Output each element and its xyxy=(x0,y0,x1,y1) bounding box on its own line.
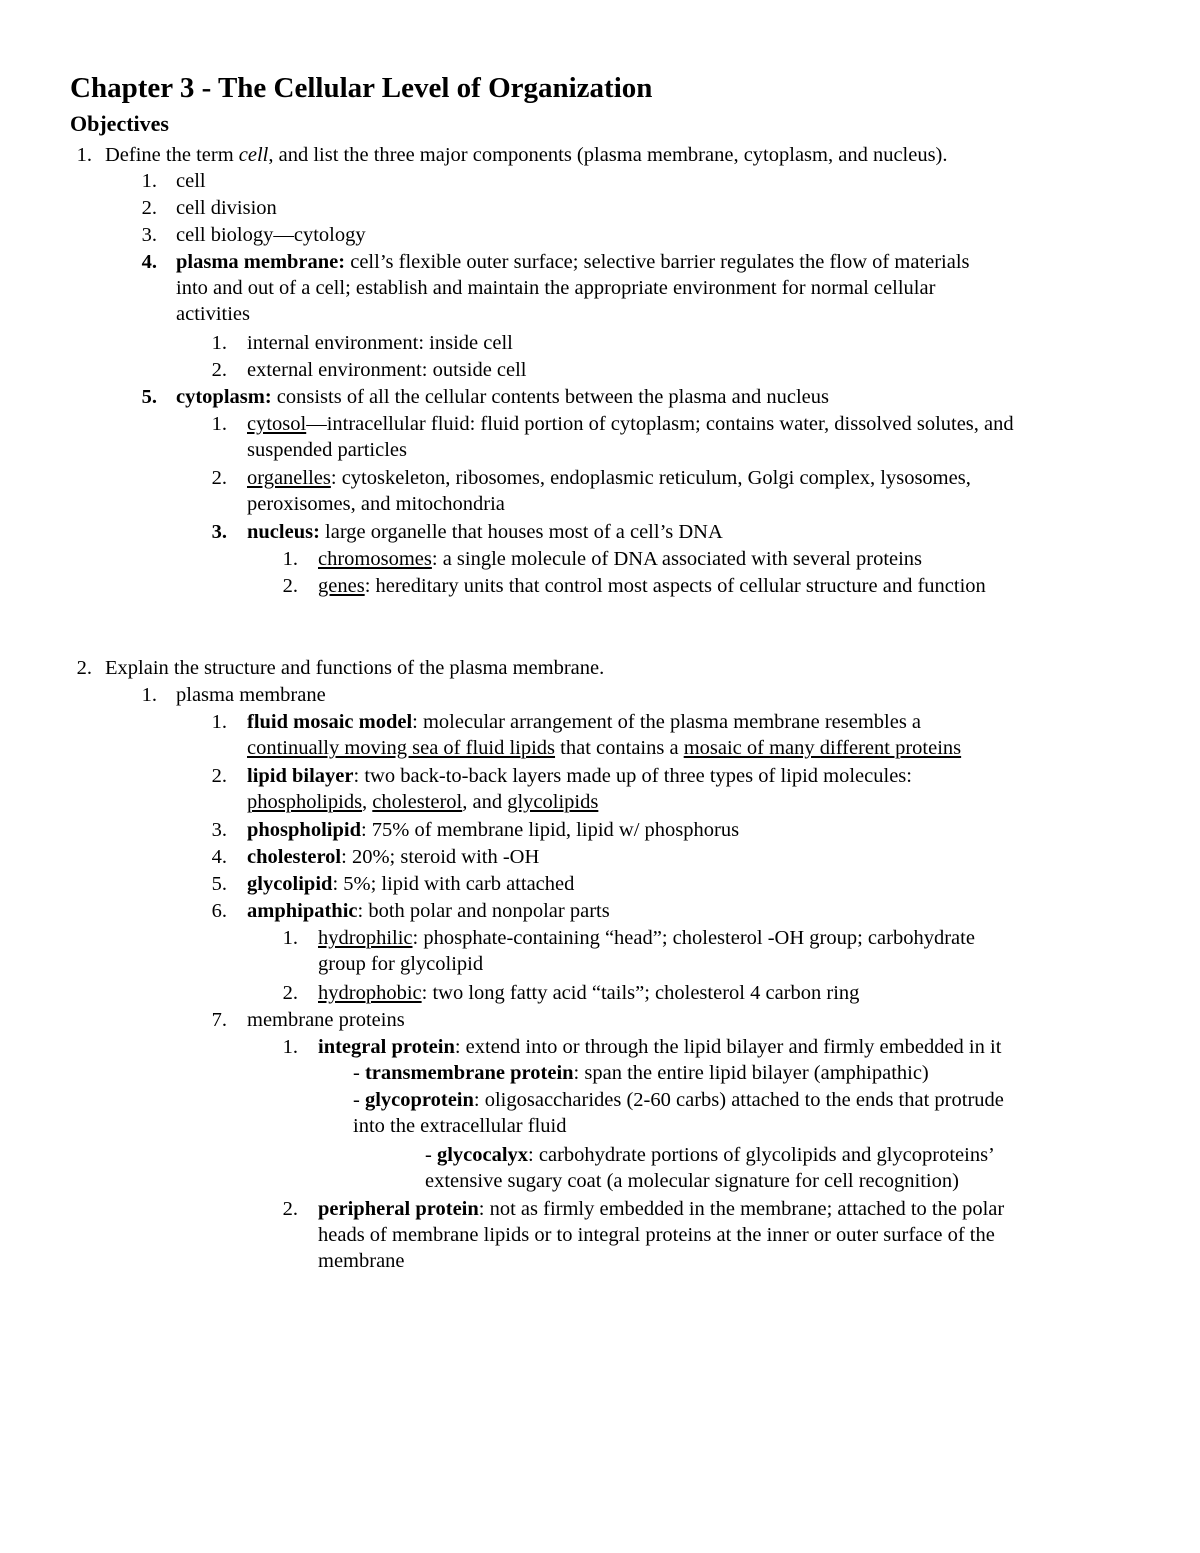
list-item xyxy=(176,249,970,275)
page-title: Chapter 3 - The Cellular Level of Organization xyxy=(70,72,653,104)
list-item xyxy=(318,1196,1004,1222)
list-number: 3. xyxy=(211,819,227,841)
list-item xyxy=(247,465,971,491)
underlined-term: chromosomes xyxy=(318,548,432,570)
list-item: internal environment: inside cell xyxy=(247,332,513,354)
list-item-continuation: group for glycolipid xyxy=(318,953,484,975)
text-run: : 5%; lipid with carb attached xyxy=(332,873,575,895)
list-number: 5. xyxy=(211,873,227,895)
bold-term: glycoprotein xyxy=(364,1089,474,1111)
list-item xyxy=(247,411,1014,437)
list-number: 2. xyxy=(211,359,227,381)
list-item: cell biology—cytology xyxy=(176,224,366,246)
bold-term: fluid mosaic model xyxy=(247,711,413,733)
list-item-continuation: extensive sugary coat (a molecular signature for cell recognition) xyxy=(425,1170,959,1192)
underlined-term: continually moving sea of fluid lipids xyxy=(247,737,556,759)
list-number: 2. xyxy=(282,1198,298,1220)
underlined-term: phospholipids xyxy=(247,791,363,813)
list-number: 1. xyxy=(76,144,92,166)
list-number: 4. xyxy=(211,846,227,868)
list-number: 1. xyxy=(211,332,227,354)
text-run: : molecular arrangement of the plasma membrane resembles a xyxy=(412,711,922,733)
list-number: 1. xyxy=(211,413,227,435)
list-number: 4. xyxy=(141,251,157,273)
text-run: : phosphate-containing “head”; cholesterol -OH group; carbohydrate xyxy=(412,927,975,949)
list-item xyxy=(318,980,859,1006)
text-run: —intracellular fluid: fluid portion of cytoplasm; contains water, dissolved solutes, and xyxy=(306,413,1014,435)
list-number: 2. xyxy=(141,197,157,219)
text-run: : 75% of membrane lipid, lipid w/ phosphorus xyxy=(360,819,740,841)
text-run: : span the entire lipid bilayer (amphipathic) xyxy=(573,1062,929,1084)
list-item-continuation: heads of membrane lipids or to integral proteins at the inner or outer surface of the xyxy=(318,1224,995,1246)
list-item xyxy=(247,898,610,924)
list-item: cell division xyxy=(176,197,277,219)
list-item-continuation xyxy=(247,735,961,761)
text-run: : two long fatty acid “tails”; cholesterol 4 carbon ring xyxy=(421,982,860,1004)
list-number: 2. xyxy=(211,765,227,787)
list-item xyxy=(247,519,723,545)
bold-term: integral protein xyxy=(318,1036,455,1058)
text-run: large organelle that houses most of a cell’s DNA xyxy=(319,521,723,543)
text-run: : 20%; steroid with -OH xyxy=(341,846,540,868)
list-number: 1. xyxy=(282,927,298,949)
list-item xyxy=(318,925,975,951)
text-run: : hereditary units that control most aspects of cellular structure and function xyxy=(364,575,986,597)
underlined-term: glycolipids xyxy=(507,791,599,813)
objective-1-text xyxy=(105,142,948,168)
dash: - xyxy=(353,1089,365,1111)
list-item xyxy=(247,763,912,789)
bold-term: peripheral protein xyxy=(318,1198,479,1220)
list-item-continuation: activities xyxy=(176,303,251,325)
underlined-term: cholesterol xyxy=(372,791,463,813)
list-item xyxy=(247,844,539,870)
text-run: : a single molecule of DNA associated with several proteins xyxy=(431,548,923,570)
list-item: external environment: outside cell xyxy=(247,359,527,381)
bold-term: transmembrane protein xyxy=(364,1062,574,1084)
underlined-term: genes xyxy=(318,575,365,597)
text-run: : both polar and nonpolar parts xyxy=(357,900,610,922)
list-number: 7. xyxy=(211,1009,227,1031)
list-number: 2. xyxy=(76,657,92,679)
list-item-continuation xyxy=(247,789,598,815)
list-number: 3. xyxy=(141,224,157,246)
list-number: 1. xyxy=(141,684,157,706)
list-item xyxy=(318,1034,1001,1060)
list-number: 1. xyxy=(211,711,227,733)
text-run: Define the term xyxy=(105,144,239,166)
list-item: plasma membrane xyxy=(176,684,326,706)
list-number: 5. xyxy=(141,386,157,408)
list-item xyxy=(318,546,922,572)
text-run: : carbohydrate portions of glycolipids and glycoproteins’ xyxy=(528,1144,995,1166)
text-run: cell’s flexible outer surface; selective barrier regulates the flow of materials xyxy=(345,251,970,273)
bold-term: amphipathic xyxy=(247,900,358,922)
text-run: , xyxy=(362,791,373,813)
text-run: , and xyxy=(462,791,508,813)
list-item-continuation: into and out of a cell; establish and maintain the appropriate environment for normal cellular xyxy=(176,277,936,299)
dash: - xyxy=(425,1144,437,1166)
dash: - xyxy=(353,1062,365,1084)
list-number: 3. xyxy=(211,521,227,543)
list-item xyxy=(176,384,829,410)
bold-term: nucleus: xyxy=(247,521,320,543)
list-item xyxy=(247,871,574,897)
bold-term: lipid bilayer xyxy=(247,765,354,787)
text-run: consists of all the cellular contents between the plasma and nucleus xyxy=(271,386,829,408)
list-item xyxy=(353,1087,1004,1113)
list-number: 2. xyxy=(282,982,298,1004)
list-item-continuation: membrane xyxy=(318,1250,405,1272)
bold-term: cholesterol xyxy=(247,846,342,868)
bold-term: glycolipid xyxy=(247,873,333,895)
underlined-term: hydrophobic xyxy=(318,982,422,1004)
list-item-continuation: suspended particles xyxy=(247,439,407,461)
list-item xyxy=(247,709,921,735)
text-run: : cytoskeleton, ribosomes, endoplasmic reticulum, Golgi complex, lysosomes, xyxy=(330,467,971,489)
text-run: : extend into or through the lipid bilayer and firmly embedded in it xyxy=(454,1036,1002,1058)
list-item: cell xyxy=(176,170,206,192)
underlined-term: hydrophilic xyxy=(318,927,413,949)
list-item-continuation: into the extracellular fluid xyxy=(353,1115,567,1137)
list-number: 6. xyxy=(211,900,227,922)
list-number: 2. xyxy=(282,575,298,597)
italic-term: cell xyxy=(238,144,269,166)
list-number: 1. xyxy=(141,170,157,192)
list-number: 1. xyxy=(282,1036,298,1058)
list-number: 1. xyxy=(282,548,298,570)
text-run: : oligosaccharides (2-60 carbs) attached to the ends that protrude xyxy=(473,1089,1004,1111)
text-run: : not as firmly embedded in the membrane; attached to the polar xyxy=(478,1198,1005,1220)
list-item xyxy=(353,1060,929,1086)
text-run: , and list the three major components (plasma membrane, cytoplasm, and nucleus). xyxy=(268,144,948,166)
list-item xyxy=(425,1142,995,1168)
bold-term: phospholipid xyxy=(247,819,361,841)
bold-term: plasma membrane: xyxy=(176,251,346,273)
text-run: that contains a xyxy=(555,737,684,759)
objectives-heading: Objectives xyxy=(70,111,169,136)
text-run: : two back-to-back layers made up of three types of lipid molecules: xyxy=(353,765,912,787)
underlined-term: mosaic of many different proteins xyxy=(683,737,962,759)
underlined-term: cytosol xyxy=(247,413,307,435)
objective-2-text: Explain the structure and functions of the plasma membrane. xyxy=(105,657,605,679)
list-item: membrane proteins xyxy=(247,1009,405,1031)
list-item xyxy=(247,817,739,843)
list-number: 2. xyxy=(211,467,227,489)
underlined-term: organelles xyxy=(247,467,331,489)
list-item-continuation: peroxisomes, and mitochondria xyxy=(247,493,505,515)
bold-term: glycocalyx xyxy=(436,1144,529,1166)
list-item xyxy=(318,573,986,599)
bold-term: cytoplasm: xyxy=(176,386,272,408)
